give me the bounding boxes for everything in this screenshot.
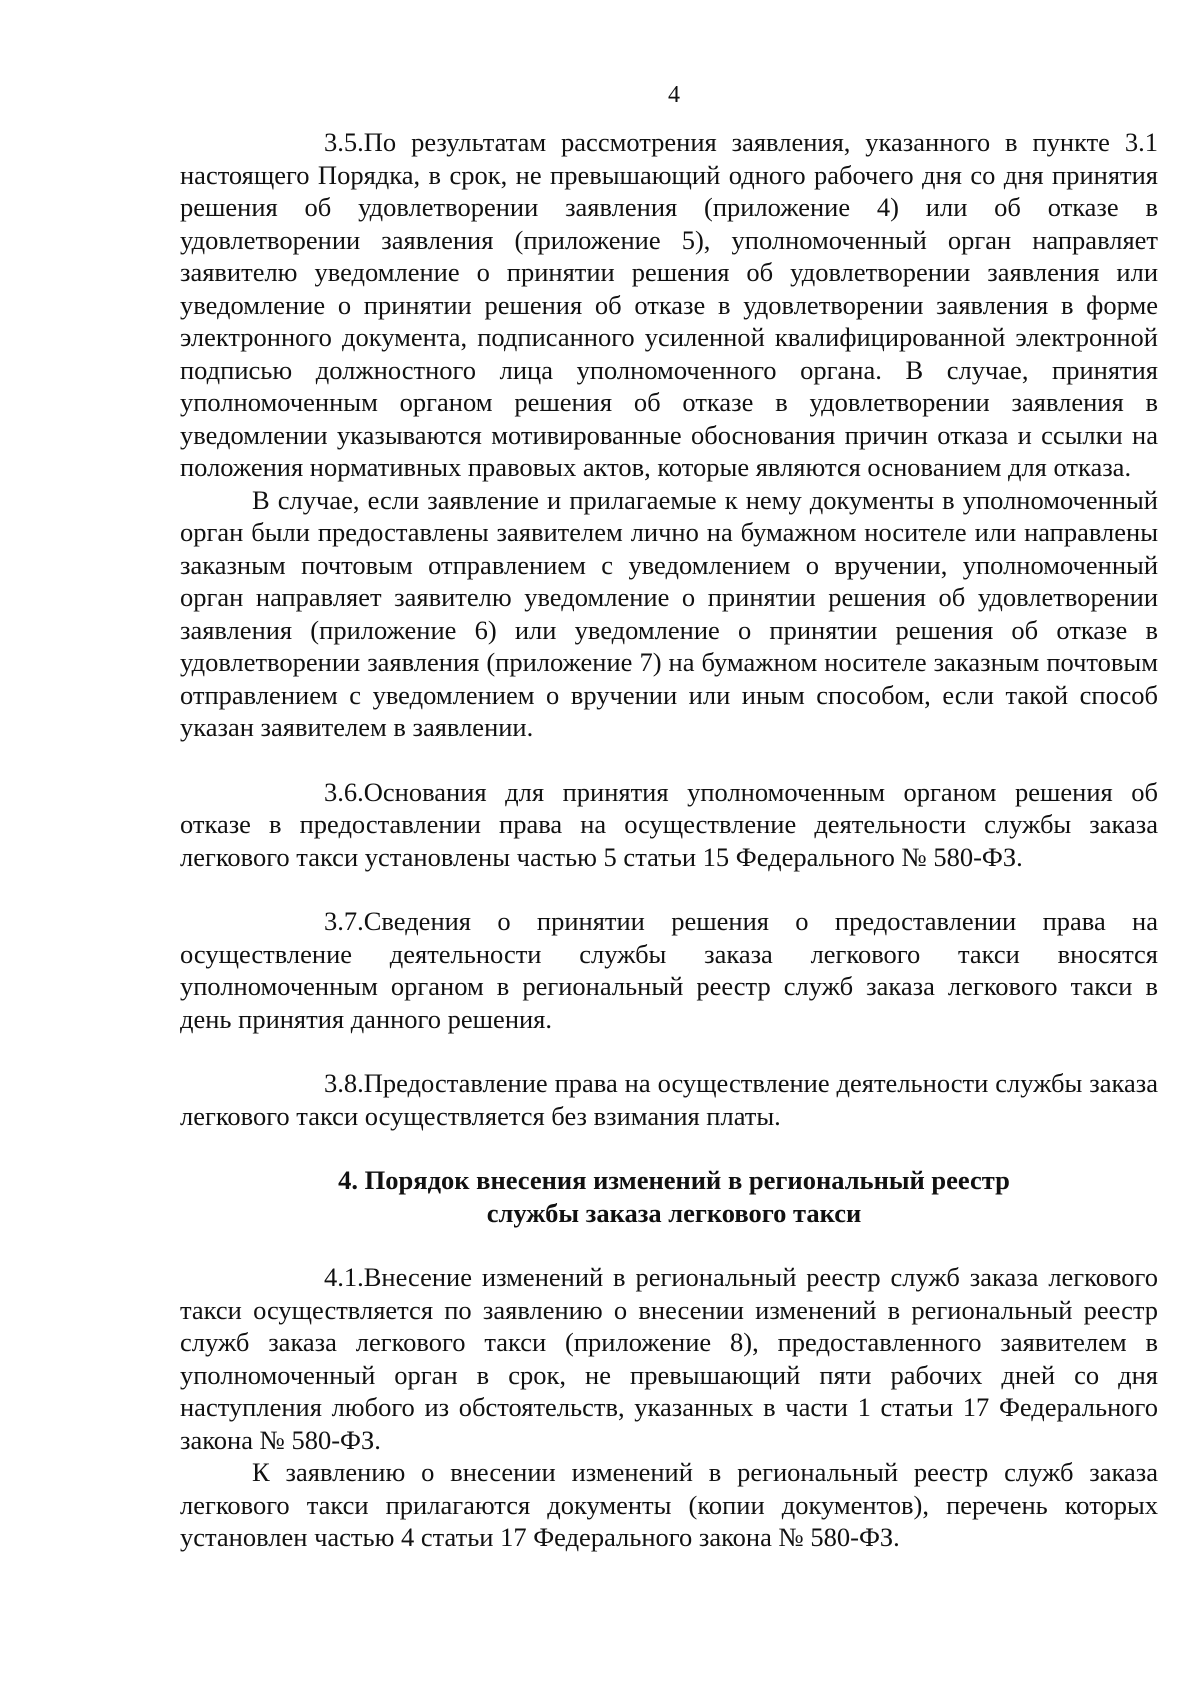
paragraph-number: 3.5. [324, 127, 364, 157]
paragraph-number: 4.1. [324, 1262, 364, 1292]
page-number: 4 [668, 82, 680, 108]
paragraph-3-7 [180, 905, 1158, 1035]
paragraph-3-5 [180, 126, 1158, 484]
paragraph-text: Сведения о принятии решения о предоставлении права на осуществление деятельности службы заказа легкового такси вносятся уполномоченным органом в региональный реестр служб заказа легкового такси в день принятия данного решения. [180, 906, 1158, 1034]
spacer [180, 1132, 1158, 1164]
spacer [180, 744, 1158, 776]
paragraph-number: 3.8. [324, 1068, 364, 1098]
document-page [180, 70, 1158, 1554]
spacer [180, 1229, 1158, 1261]
paragraph-3-8 [180, 1067, 1158, 1132]
paragraph-4-1-continued: К заявлению о внесении изменений в региональный реестр служб заказа легкового такси прилагаются документы (копии документов), перечень которых установлен частью 4 статьи 17 Федерального закона № 580-ФЗ. [180, 1457, 1158, 1552]
paragraph-number: 3.7. [324, 906, 364, 936]
paragraph-number: 3.6. [324, 776, 364, 807]
paragraph-text: Внесение изменений в региональный реестр служб заказа легкового такси осуществляется по заявлению о внесении изменений в региональный реестр служб заказа легкового такси (приложение 8), предоставленного заявителем в уполномоченный орган в срок, не превышающий пяти рабочих дней со дня наступления любого из обстоятельств, указанных в части 1 статьи 17 Федерального закона № 580-ФЗ. [180, 1262, 1158, 1455]
paragraph-text: По результатам рассмотрения заявления, указанного в пункте 3.1 настоящего Порядка, в срок, не превышающий одного рабочего дня со дня принятия решения об удовлетворении заявления (приложение 4) или об отказе в удовлетворении заявления (приложение 5), уполномоченный орган направляет заявителю уведомление о принятии решения об удовлетворении заявления или уведомление о принятии решения об отказе в удовлетворении заявления в форме электронного документа, подписанного усиленной квалифицированной электронной подписью должностного лица уполномоченного органа. В случае, принятия уполномоченным органом решения об отказе в удовлетворении заявления в уведомлении указываются мотивированные обоснования причин отказа и ссылки на положения нормативных правовых актов, которые являются основанием для отказа. [180, 127, 1158, 482]
paragraph-text: Предоставление права на осуществление деятельности службы заказа легкового такси осуществляется без взимания платы. [180, 1068, 1158, 1131]
paragraph-3-5-continued: В случае, если заявление и прилагаемые к нему документы в уполномоченный орган были предоставлены заявителем лично на бумажном носителе или направлены заказным почтовым отправлением с уведомлением о вручении, уполномоченный орган направляет заявителю уведомление о принятии решения об удовлетворении заявления (приложение 6) или уведомление о принятии решения об отказе в удовлетворении заявления (приложение 7) на бумажном носителе заказным почтовым отправлением с уведомлением о вручении или иным способом, если такой способ указан заявителем в заявлении. [180, 484, 1158, 742]
section-heading-line-1: 4. Порядок внесения изменений в региональный реестр [338, 1165, 1010, 1195]
spacer [180, 1035, 1158, 1067]
paragraph-text: Основания для принятия уполномоченным органом решения об отказе в предоставлении права на осуществление деятельности службы заказа легкового такси установлены частью 5 статьи 15 Федерального № 580-ФЗ. [180, 776, 1158, 872]
paragraph-3-6 [180, 776, 1158, 874]
spacer [180, 873, 1158, 905]
paragraph-4-1 [180, 1261, 1158, 1456]
section-heading-line-2: службы заказа легкового такси [486, 1197, 862, 1228]
